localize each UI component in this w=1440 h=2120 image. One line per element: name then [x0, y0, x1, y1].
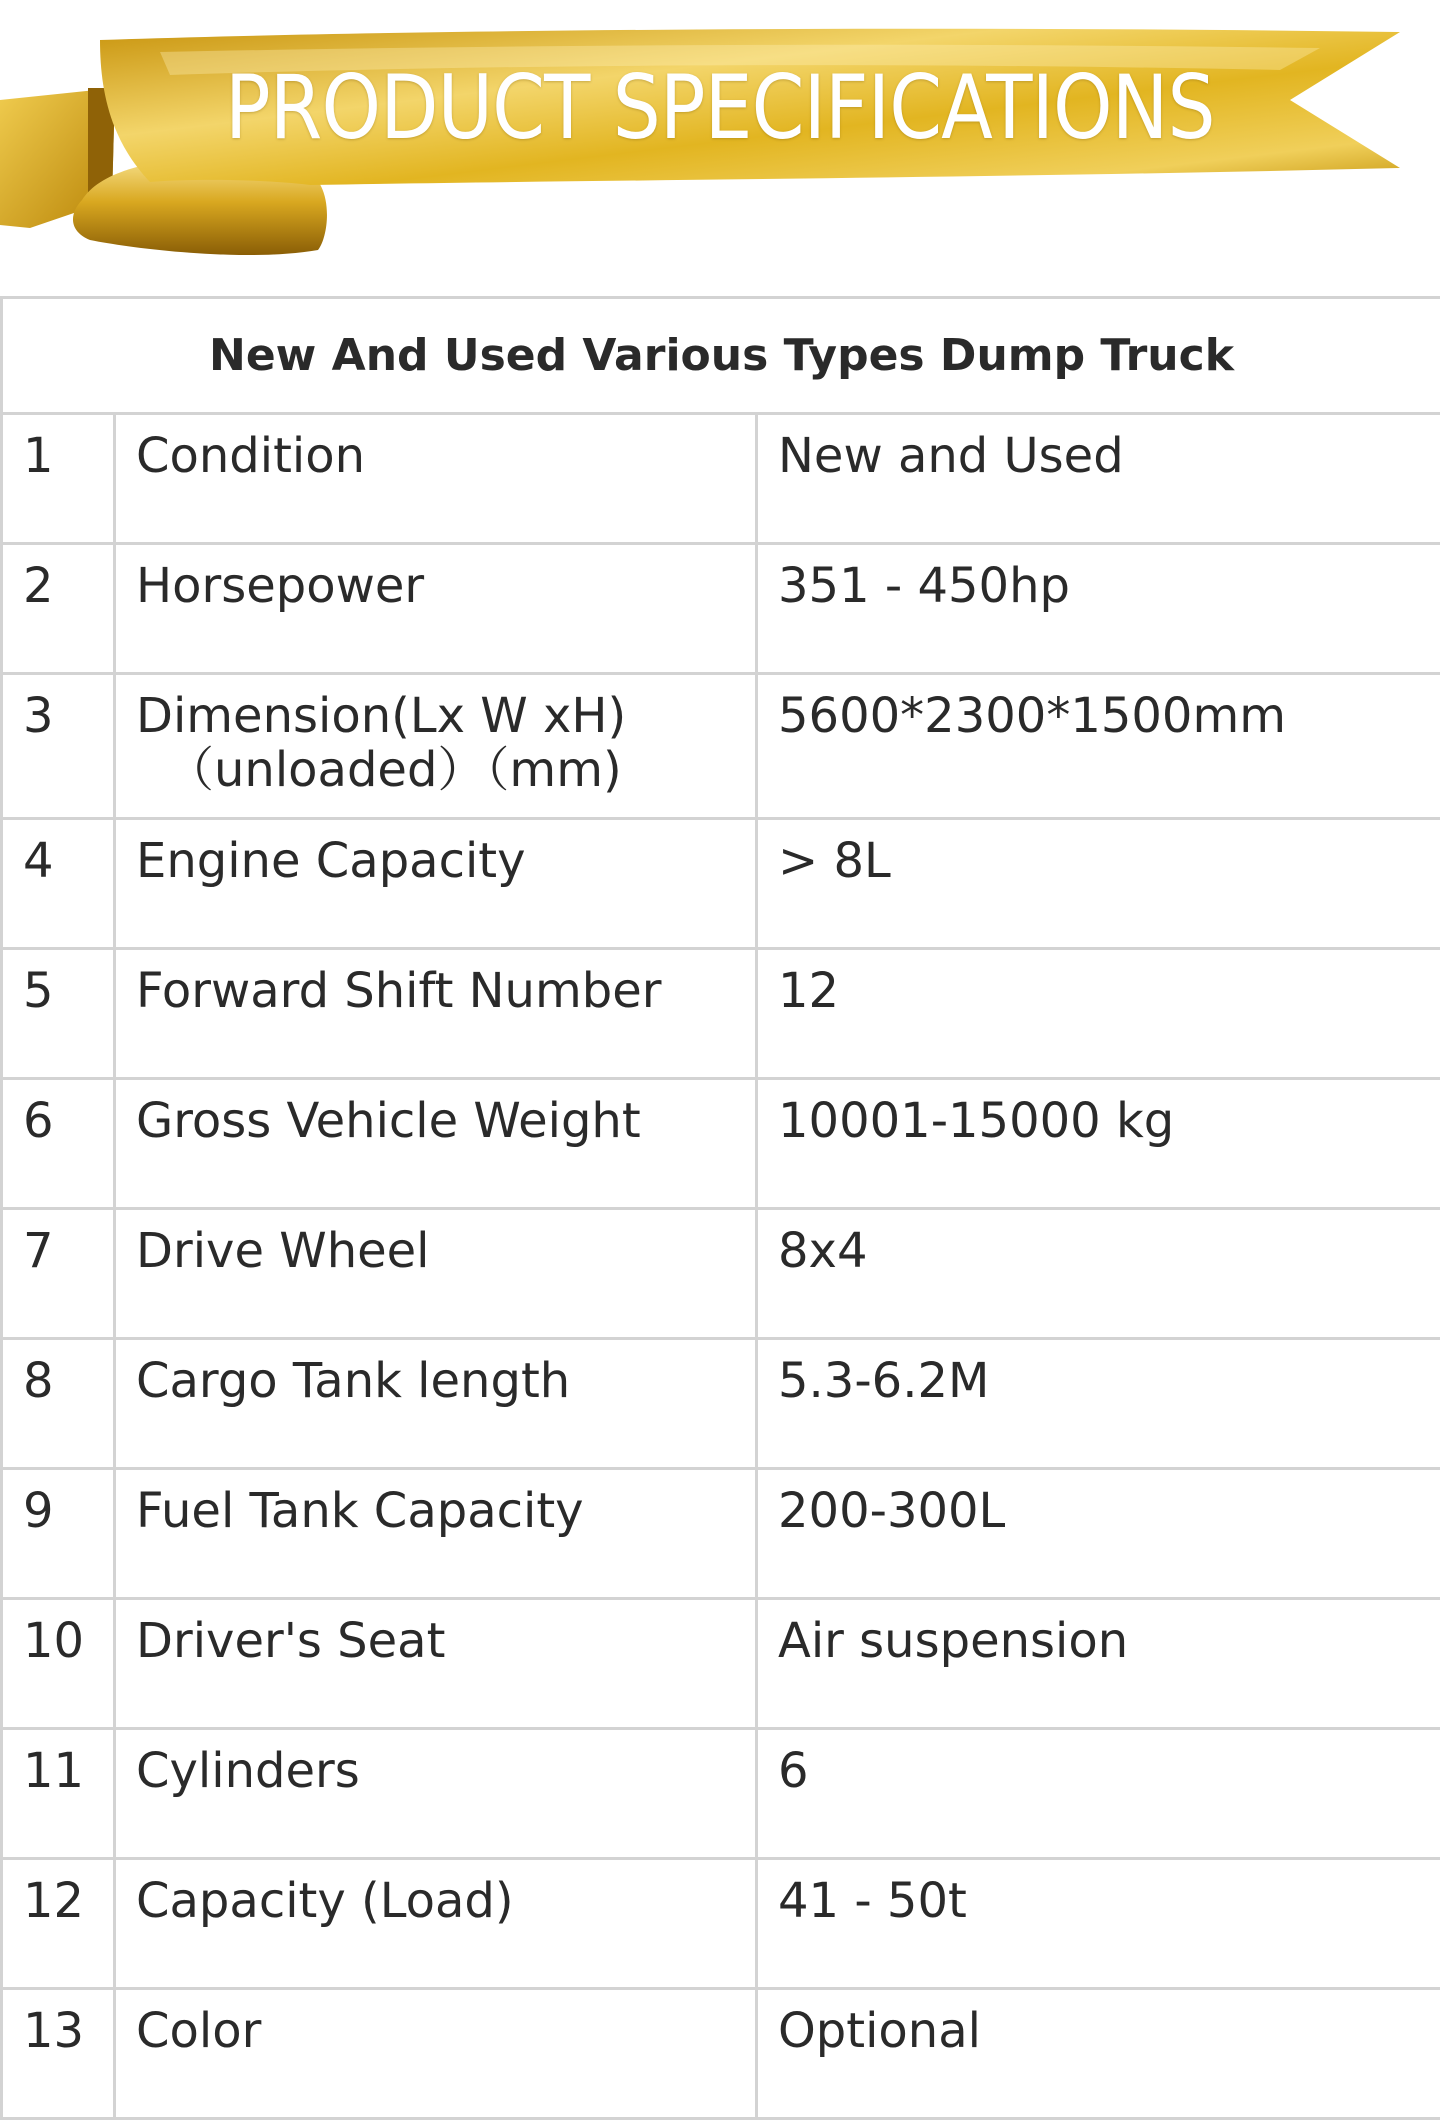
row-label: Dimension(Lx W xH) — [136, 689, 755, 743]
table-row — [2, 1989, 1440, 2119]
row-value: 10001-15000 kg — [757, 1079, 1440, 1209]
row-value: Air suspension — [757, 1599, 1440, 1729]
row-number: 5 — [2, 949, 115, 1079]
row-number: 7 — [2, 1209, 115, 1339]
row-label: Color — [115, 1989, 757, 2119]
banner-title: PRODUCT SPECIFICATIONS — [225, 48, 1128, 168]
row-number: 2 — [2, 544, 115, 674]
row-value: 6 — [757, 1729, 1440, 1859]
spec-table — [0, 296, 1440, 2120]
row-label: Cargo Tank length — [115, 1339, 757, 1469]
row-label-multiline — [115, 674, 757, 819]
row-label: Forward Shift Number — [115, 949, 757, 1079]
row-number: 12 — [2, 1859, 115, 1989]
table-row — [2, 1729, 1440, 1859]
row-label: Driver's Seat — [115, 1599, 757, 1729]
table-row — [2, 1079, 1440, 1209]
row-number: 9 — [2, 1469, 115, 1599]
row-number: 13 — [2, 1989, 115, 2119]
row-label-sub: （unloaded）（mm) — [136, 743, 755, 797]
header-ribbon-banner — [0, 0, 1440, 290]
row-value: > 8L — [757, 819, 1440, 949]
table-row — [2, 1469, 1440, 1599]
row-value: 41 - 50t — [757, 1859, 1440, 1989]
row-number: 1 — [2, 414, 115, 544]
row-label: Cylinders — [115, 1729, 757, 1859]
row-label: Capacity (Load) — [115, 1859, 757, 1989]
row-number: 11 — [2, 1729, 115, 1859]
row-number: 10 — [2, 1599, 115, 1729]
row-label: Drive Wheel — [115, 1209, 757, 1339]
row-label: Gross Vehicle Weight — [115, 1079, 757, 1209]
row-value: 8x4 — [757, 1209, 1440, 1339]
row-number: 6 — [2, 1079, 115, 1209]
row-value: 12 — [757, 949, 1440, 1079]
row-number: 4 — [2, 819, 115, 949]
table-caption: New And Used Various Types Dump Truck — [2, 298, 1440, 414]
table-caption-row — [2, 298, 1440, 414]
table-row — [2, 949, 1440, 1079]
table-row — [2, 1209, 1440, 1339]
row-value: 5.3-6.2M — [757, 1339, 1440, 1469]
row-label: Horsepower — [115, 544, 757, 674]
row-value: 351 - 450hp — [757, 544, 1440, 674]
table-row — [2, 1339, 1440, 1469]
table-row — [2, 1859, 1440, 1989]
table-row — [2, 819, 1440, 949]
table-row — [2, 1599, 1440, 1729]
table-row — [2, 414, 1440, 544]
row-value: New and Used — [757, 414, 1440, 544]
row-value: 5600*2300*1500mm — [757, 674, 1440, 819]
row-label: Engine Capacity — [115, 819, 757, 949]
row-number: 3 — [2, 674, 115, 819]
row-value: 200-300L — [757, 1469, 1440, 1599]
row-label: Fuel Tank Capacity — [115, 1469, 757, 1599]
row-label: Condition — [115, 414, 757, 544]
table-row — [2, 544, 1440, 674]
row-value: Optional — [757, 1989, 1440, 2119]
row-number: 8 — [2, 1339, 115, 1469]
table-row — [2, 674, 1440, 819]
